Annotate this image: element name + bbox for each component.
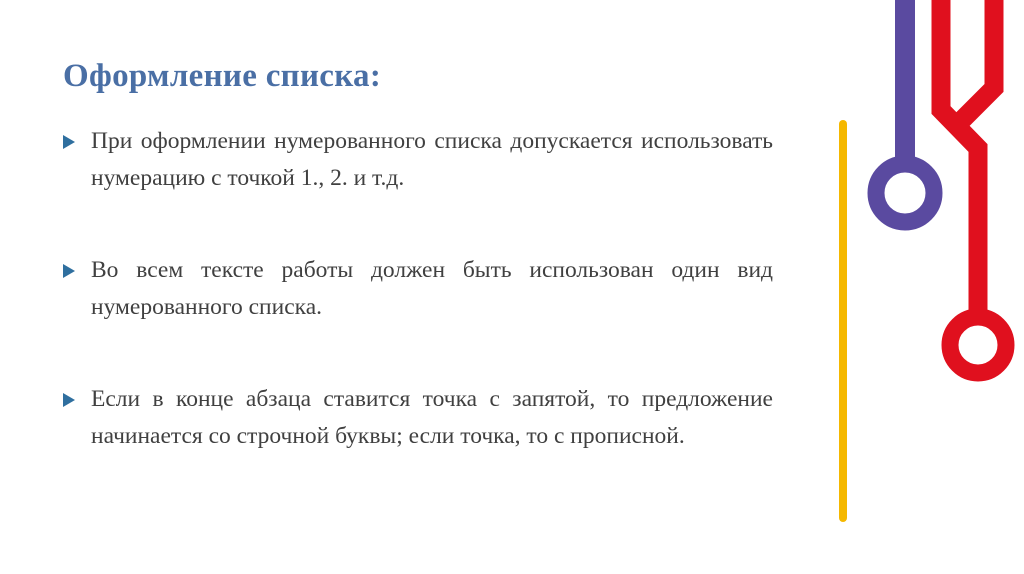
purple-circle: [876, 164, 934, 222]
slide-title: Оформление списка:: [63, 58, 382, 94]
red-line-right: [962, 0, 994, 120]
bullet-text: При оформлении нумерованного списка допускается использовать нумерацию с точкой 1., 2. и т.д.: [91, 128, 773, 191]
bullet-text: Если в конце абзаца ставится точка с запятой, то предложение начинается со строчной буквы; если точка, то с прописной.: [91, 386, 773, 449]
bullet-text: Во всем тексте работы должен быть использован один вид нумерованного списка.: [91, 257, 773, 320]
red-circle: [950, 317, 1006, 373]
red-line: [941, 0, 978, 310]
